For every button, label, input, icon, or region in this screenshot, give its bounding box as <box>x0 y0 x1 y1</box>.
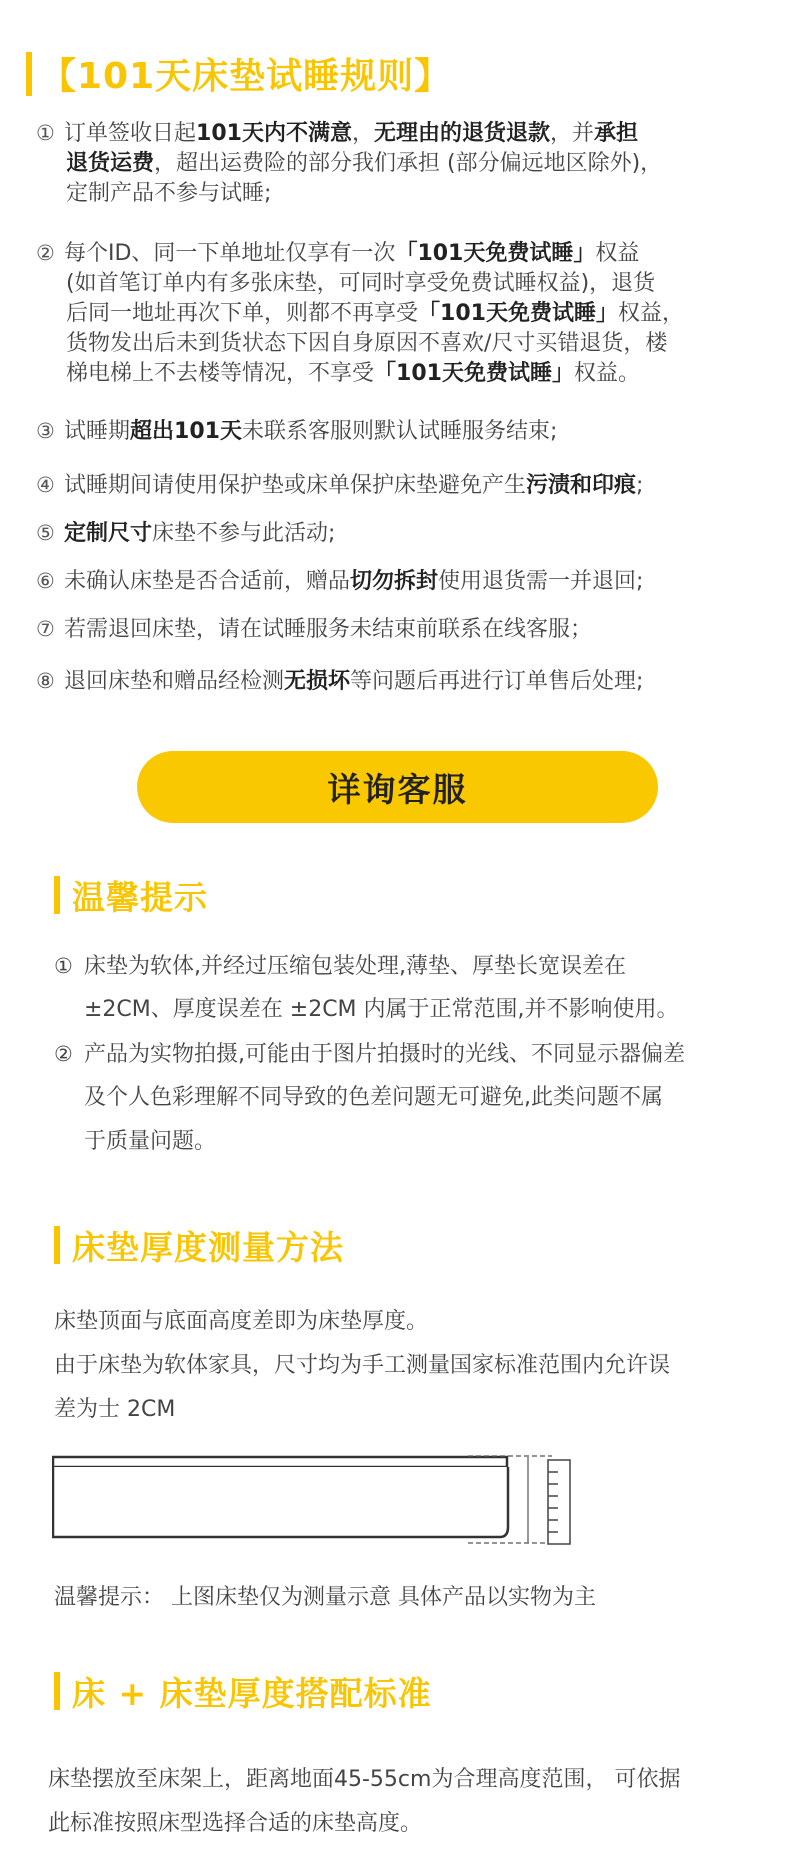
rule-emphasis: 退货运费 <box>66 151 155 176</box>
rule-text: 权益， <box>617 301 684 326</box>
rule-text: 床垫不参与此活动; <box>152 521 336 546</box>
trial-rule-line <box>36 269 766 299</box>
tip-number: ② <box>54 1042 73 1066</box>
rule-number: ⑧ <box>36 669 55 693</box>
tip-line <box>54 1120 216 1164</box>
trial-rule <box>36 518 766 549</box>
trial-rule-line <box>36 416 766 447</box>
rule-number: ⑥ <box>36 569 55 593</box>
rule-text: 试睡期间请使用保护垫或床单保护床垫避免产生 <box>64 473 527 498</box>
trial-rule <box>36 566 766 597</box>
rule-text: ; <box>636 473 644 498</box>
rule-text: 权益。 <box>573 361 640 386</box>
standard-line: 床垫摆放至床架上，距离地面45-55cm为合理高度范围， 可依据 <box>48 1767 681 1792</box>
rule-text: 未确认床垫是否合适前，赠品 <box>64 569 351 594</box>
rule-emphasis: 「101天免费试睡」 <box>418 301 618 326</box>
trial-rule-line <box>36 329 766 359</box>
rule-text: 使用退货需一并退回; <box>438 569 644 594</box>
rule-emphasis: 101天内不满意 <box>196 121 352 146</box>
contact-service-button[interactable]: 详询客服 <box>137 751 658 823</box>
rule-text: 试睡期 <box>64 419 131 444</box>
rule-emphasis: 承担 <box>594 121 639 146</box>
tip-text: ±2CM、厚度误差在 ±2CM 内属于正常范围,并不影响使用。 <box>84 997 679 1022</box>
measure-line: 床垫顶面与底面高度差即为床垫厚度。 <box>54 1309 429 1334</box>
rule-text: 货物发出后未到货状态下因自身原因不喜欢/尺寸买错退货，楼 <box>66 331 668 356</box>
section-marker <box>26 52 32 96</box>
rule-text: 每个ID、同一下单地址仅享有一次 <box>64 241 396 266</box>
rule-text: 定制产品不参与试睡; <box>66 181 272 206</box>
trial-rule-line <box>36 238 766 269</box>
trial-rule-line <box>36 470 766 501</box>
trial-rule-line <box>36 518 766 549</box>
standard-line: 此标准按照床型选择合适的床垫高度。 <box>48 1811 423 1836</box>
trial-rule-line <box>36 179 766 209</box>
trial-rule-line <box>36 566 766 597</box>
mattress-thickness-diagram <box>52 1455 582 1565</box>
rule-emphasis: 「101天免费试睡」 <box>374 361 574 386</box>
rule-text: ， <box>351 121 374 146</box>
rule-text: (如首笔订单内有多张床垫，可同时享受免费试睡权益)，退货 <box>66 271 656 296</box>
rule-emphasis: 污渍和印痕 <box>526 473 637 498</box>
tip-text: 床垫为软体,并经过压缩包装处理,薄垫、厚垫长宽误差在 <box>84 954 626 979</box>
rule-number: ⑦ <box>36 617 55 641</box>
trial-rules-title: 【101天床垫试睡规则】 <box>40 56 452 97</box>
tip-text: 产品为实物拍摄,可能由于图片拍摄时的光线、不同显示器偏差 <box>84 1042 685 1067</box>
section-marker <box>54 1672 60 1710</box>
trial-rule-line <box>36 149 766 179</box>
measure-line: 由于床垫为软体家具，尺寸均为手工测量国家标准范围内允许误 <box>54 1353 671 1378</box>
rule-number: ④ <box>36 473 55 497</box>
rule-emphasis: 超出101天 <box>130 419 242 444</box>
section-marker <box>54 1226 60 1264</box>
rule-number: ③ <box>36 419 55 443</box>
tips-title: 温馨提示 <box>72 878 208 917</box>
trial-rule-line <box>36 299 766 329</box>
trial-rule <box>36 614 766 645</box>
tip-line <box>54 944 626 989</box>
rule-emphasis: 「101天免费试睡」 <box>395 241 596 266</box>
trial-rule-line <box>36 118 766 149</box>
trial-rule <box>36 416 766 447</box>
rule-text: 权益 <box>595 241 640 266</box>
rule-text: ，超出运费险的部分我们承担 (部分偏远地区除外)， <box>154 151 663 176</box>
trial-rule-line <box>36 614 766 645</box>
rule-text: 梯电梯上不去楼等情况，不享受 <box>66 361 375 386</box>
tip-line <box>54 1032 685 1077</box>
rule-text: 后同一地址再次下单，则都不再享受 <box>66 301 419 326</box>
rule-text: 等问题后再进行订单售后处理; <box>350 669 644 694</box>
rule-text: ，并 <box>549 121 594 146</box>
rule-text: 订单签收日起 <box>64 121 197 146</box>
tip-text: 于质量问题。 <box>84 1129 217 1154</box>
standard-title: 床 + 床垫厚度搭配标准 <box>72 1674 432 1713</box>
trial-rule <box>36 118 766 209</box>
trial-rule <box>36 238 766 389</box>
rule-number: ② <box>36 241 55 265</box>
section-marker <box>54 876 60 914</box>
rule-text: 未联系客服则默认试睡服务结束; <box>241 419 558 444</box>
tip-line <box>54 988 679 1032</box>
trial-rule <box>36 666 766 697</box>
rule-number: ① <box>36 121 55 145</box>
rule-emphasis: 切勿拆封 <box>350 569 439 594</box>
trial-rule <box>36 470 766 501</box>
rule-text: 若需退回床垫，请在试睡服务未结束前联系在线客服； <box>64 617 593 642</box>
rule-emphasis: 无理由的退货退款 <box>373 121 550 146</box>
rule-emphasis: 无损坏 <box>284 669 351 694</box>
measure-line: 差为士 2CM <box>54 1397 176 1422</box>
rule-number: ⑤ <box>36 521 55 545</box>
tip-text: 及个人色彩理解不同导致的色差问题无可避免,此类问题不属 <box>84 1085 663 1110</box>
trial-rule-line <box>36 666 766 697</box>
measure-note: 温馨提示： 上图床垫仅为测量示意 具体产品以实物为主 <box>54 1585 596 1610</box>
rule-emphasis: 定制尺寸 <box>64 521 153 546</box>
tip-number: ① <box>54 954 73 978</box>
mattress-body <box>53 1467 508 1537</box>
mattress-top-layer <box>53 1457 507 1467</box>
measure-title: 床垫厚度测量方法 <box>72 1228 344 1267</box>
rule-text: 退回床垫和赠品经检测 <box>64 669 285 694</box>
tip-line <box>54 1076 663 1120</box>
trial-rule-line <box>36 359 766 389</box>
